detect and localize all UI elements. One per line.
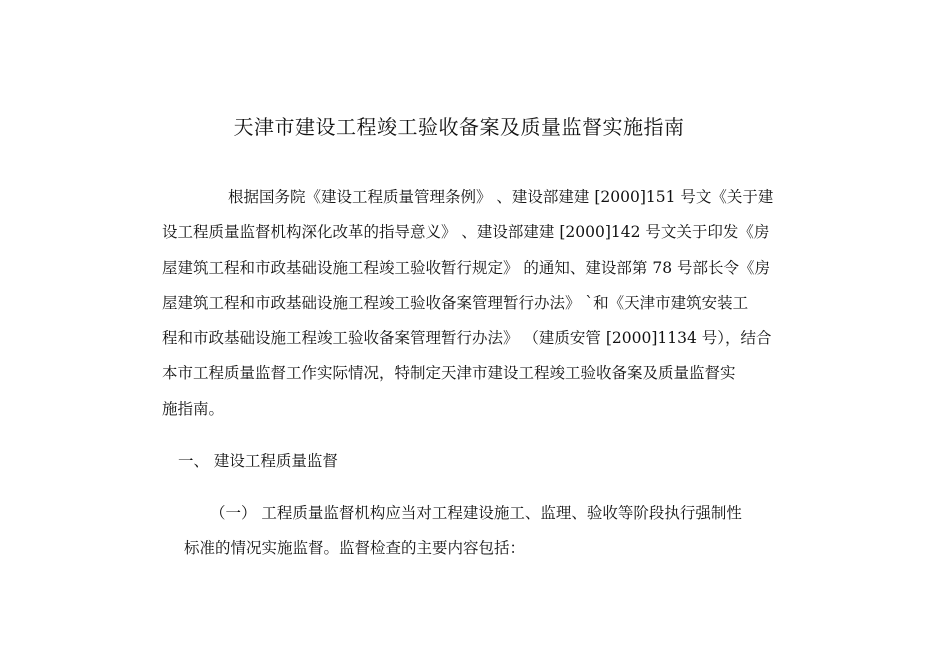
intro-line-2: 设工程质量监督机构深化改革的指导意义》 、建设部建建 [2000]142 号文关于印发《房 [162,223,770,241]
intro-line-6: 本市工程质量监督工作实际情况，特制定天津市建设工程竣工验收备案及质量监督实 [162,364,736,382]
intro-line-7: 施指南。 [162,400,225,418]
document-title: 天津市建设工程竣工验收备案及质量监督实施指南 [233,115,685,139]
intro-line-3: 屋建筑工程和市政基础设施工程竣工验收暂行规定》 的通知、建设部第 78 号部长令《房 [162,259,771,277]
intro-line-5: 程和市政基础设施工程竣工验收备案管理暂行办法》 （建质安管 [2000]1134 号），结合 [162,329,772,347]
intro-line-4: 屋建筑工程和市政基础设施工程竣工验收备案管理暂行办法》 `和《天津市建筑安装工 [162,294,749,312]
intro-line-1: 根据国务院《建设工程质量管理条例》 、建设部建建 [2000]151 号文《关于建 [228,188,774,206]
subsection-line-2: 标准的情况实施监督。监督检查的主要内容包括： [184,539,526,557]
subsection-line-1: （一） 工程质量监督机构应当对工程建设施工、监理、验收等阶段执行强制性 [210,504,742,522]
section-heading: 一、 建设工程质量监督 [178,452,338,470]
